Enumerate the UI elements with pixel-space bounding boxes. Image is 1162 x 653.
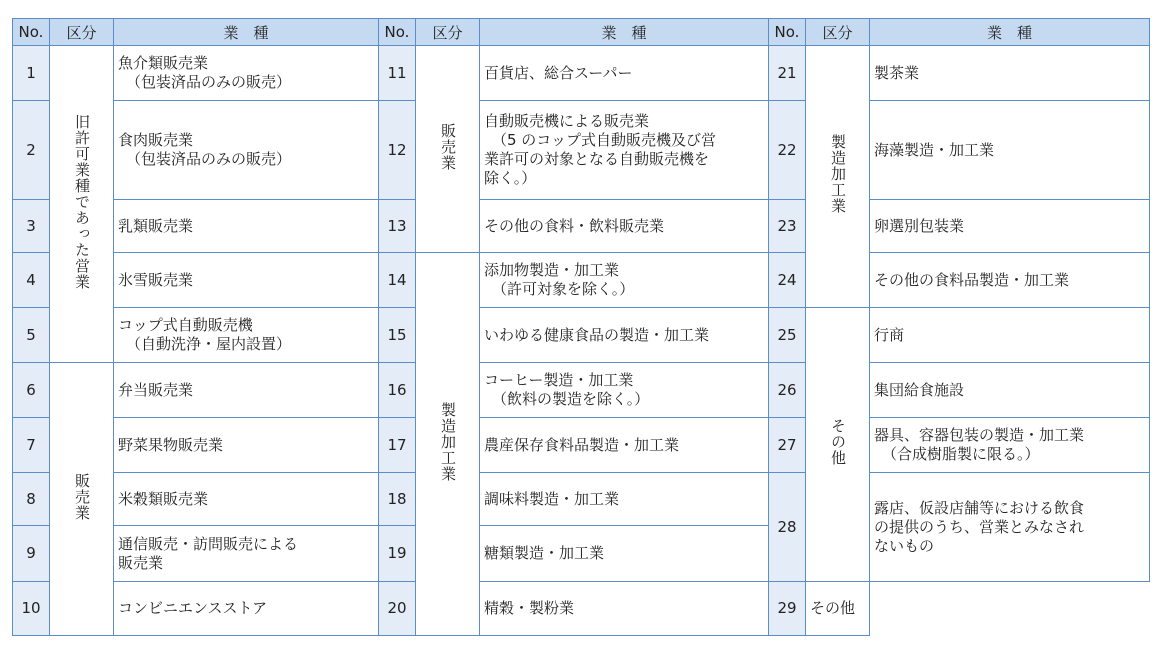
business-line: 業許可の対象となる自動販売機を <box>484 150 710 168</box>
business-cell <box>114 363 379 418</box>
business-cell <box>870 253 1150 308</box>
row-number: 23 <box>769 200 806 253</box>
business-line: 食肉販売業 <box>118 131 194 149</box>
header-category: 区分 <box>50 19 114 46</box>
category-label: 製造加工業 <box>829 134 847 214</box>
business-line: 通信販売・訪問販売による <box>118 534 299 553</box>
business-line: 農産保存食料品製造・加工業 <box>484 435 680 454</box>
business-cell <box>480 363 769 418</box>
business-cell <box>114 46 379 101</box>
business-line: （合成樹脂製に限る。） <box>882 445 1040 463</box>
row-number: 24 <box>769 253 806 308</box>
row-number: 19 <box>379 526 416 582</box>
business-cell <box>870 46 1150 101</box>
category-cell <box>416 253 480 636</box>
business-cell <box>480 582 769 636</box>
row-number: 10 <box>13 582 50 636</box>
business-line: 行商 <box>874 325 905 344</box>
business-cell <box>114 200 379 253</box>
business-line: コーヒー製造・加工業 <box>484 371 634 389</box>
row-number: 7 <box>13 418 50 473</box>
business-cell <box>114 582 379 636</box>
business-cell <box>114 526 379 582</box>
category-label: 製造加工業 <box>439 401 457 482</box>
business-cell <box>114 253 379 308</box>
header-row <box>13 19 1150 46</box>
row-number: 20 <box>379 582 416 636</box>
business-cell <box>480 253 769 308</box>
row-number: 9 <box>13 526 50 582</box>
business-line: 露店、仮設店舗等における飲食 <box>874 498 1085 517</box>
business-line: その他 <box>810 599 856 617</box>
category-label: 販売業 <box>439 122 457 171</box>
business-line: 製茶業 <box>874 63 920 82</box>
row-number: 17 <box>379 418 416 473</box>
business-cell <box>114 101 379 200</box>
row-number: 29 <box>769 582 806 636</box>
row-number: 2 <box>13 101 50 200</box>
category-cell <box>50 46 114 363</box>
business-line: （許可対象を除く。） <box>492 280 635 298</box>
row-number: 26 <box>769 363 806 418</box>
row-number: 27 <box>769 418 806 473</box>
table-row <box>13 253 1150 308</box>
row-number: 25 <box>769 308 806 363</box>
business-line: 自動販売機による販売業 <box>484 112 650 130</box>
row-number: 3 <box>13 200 50 253</box>
business-line: 弁当販売業 <box>118 380 194 399</box>
category-cell <box>806 46 870 308</box>
row-number: 14 <box>379 253 416 308</box>
table-row <box>13 363 1150 418</box>
row-number: 28 <box>769 473 806 582</box>
business-line: （自動洗浄・屋内設置） <box>126 335 292 353</box>
business-line: いわゆる健康食品の製造・加工業 <box>484 325 710 344</box>
business-line: 集団給食施設 <box>874 380 965 399</box>
business-line: 乳類販売業 <box>118 216 194 235</box>
row-number: 4 <box>13 253 50 308</box>
row-number: 12 <box>379 101 416 200</box>
business-line: 器具、容器包装の製造・加工業 <box>874 426 1085 444</box>
business-line: コップ式自動販売機 <box>118 316 253 334</box>
business-line: 糖類製造・加工業 <box>484 544 605 562</box>
business-line: 野菜果物販売業 <box>118 435 224 454</box>
business-line: 添加物製造・加工業 <box>484 261 620 279</box>
header-no: No. <box>13 19 50 46</box>
business-line: 氷雪販売業 <box>118 270 194 289</box>
business-cell <box>870 363 1150 418</box>
business-cell <box>870 308 1150 363</box>
business-line: その他の食料品製造・加工業 <box>874 270 1070 289</box>
header-category: 区分 <box>416 19 480 46</box>
category-label: 販売業 <box>73 472 91 521</box>
category-label: その他 <box>829 418 847 466</box>
header-no: No. <box>379 19 416 46</box>
business-cell <box>480 526 769 582</box>
category-cell <box>416 46 480 253</box>
business-line: 販売業 <box>118 553 164 572</box>
header-category: 区分 <box>806 19 870 46</box>
business-cell <box>480 101 769 200</box>
business-cell <box>480 473 769 526</box>
business-cell <box>480 46 769 101</box>
row-number: 15 <box>379 308 416 363</box>
table-row <box>13 200 1150 253</box>
business-type-table <box>12 18 1150 636</box>
header-business: 業 種 <box>870 19 1150 46</box>
business-line: 除く。） <box>484 169 537 187</box>
business-cell <box>806 582 870 636</box>
business-line: 卵選別包装業 <box>874 216 965 235</box>
row-number: 18 <box>379 473 416 526</box>
business-line: の提供のうち、営業とみなされ <box>874 517 1085 536</box>
row-number: 21 <box>769 46 806 101</box>
row-number: 22 <box>769 101 806 200</box>
business-line: 百貨店、総合スーパー <box>484 63 633 82</box>
row-number: 1 <box>13 46 50 101</box>
business-cell <box>114 418 379 473</box>
business-line: 海藻製造・加工業 <box>874 140 995 159</box>
category-cell <box>806 308 870 582</box>
business-cell <box>870 101 1150 200</box>
business-line: その他の食料・飲料販売業 <box>484 216 665 235</box>
business-line: （包装済品のみの販売） <box>126 73 292 91</box>
business-line: （5 のコップ式自動販売機及び営 <box>492 131 717 149</box>
header-business: 業 種 <box>114 19 379 46</box>
business-cell <box>870 473 1150 582</box>
business-line: コンビニエンスストア <box>118 599 268 617</box>
table-row <box>13 582 1150 636</box>
category-cell <box>50 363 114 636</box>
category-label: 旧許可業種であった営業 <box>73 113 91 290</box>
business-line: （飲料の製造を除く。） <box>492 390 650 408</box>
business-cell <box>480 418 769 473</box>
table-row <box>13 308 1150 363</box>
table-row <box>13 101 1150 200</box>
business-line: 米穀類販売業 <box>118 489 209 508</box>
business-line: 精穀・製粉業 <box>484 599 575 617</box>
business-line: ないもの <box>874 536 935 555</box>
business-line: （包装済品のみの販売） <box>126 150 292 168</box>
business-line: 調味料製造・加工業 <box>484 489 620 508</box>
business-cell <box>480 200 769 253</box>
row-number: 6 <box>13 363 50 418</box>
row-number: 11 <box>379 46 416 101</box>
row-number: 13 <box>379 200 416 253</box>
table-row <box>13 46 1150 101</box>
business-line: 魚介類販売業 <box>118 54 209 72</box>
row-number: 8 <box>13 473 50 526</box>
business-cell <box>114 308 379 363</box>
row-number: 5 <box>13 308 50 363</box>
table-row <box>13 418 1150 473</box>
business-cell <box>870 418 1150 473</box>
row-number: 16 <box>379 363 416 418</box>
header-no: No. <box>769 19 806 46</box>
business-cell <box>480 308 769 363</box>
business-cell <box>114 473 379 526</box>
header-business: 業 種 <box>480 19 769 46</box>
table-row <box>13 473 1150 526</box>
business-cell <box>870 200 1150 253</box>
